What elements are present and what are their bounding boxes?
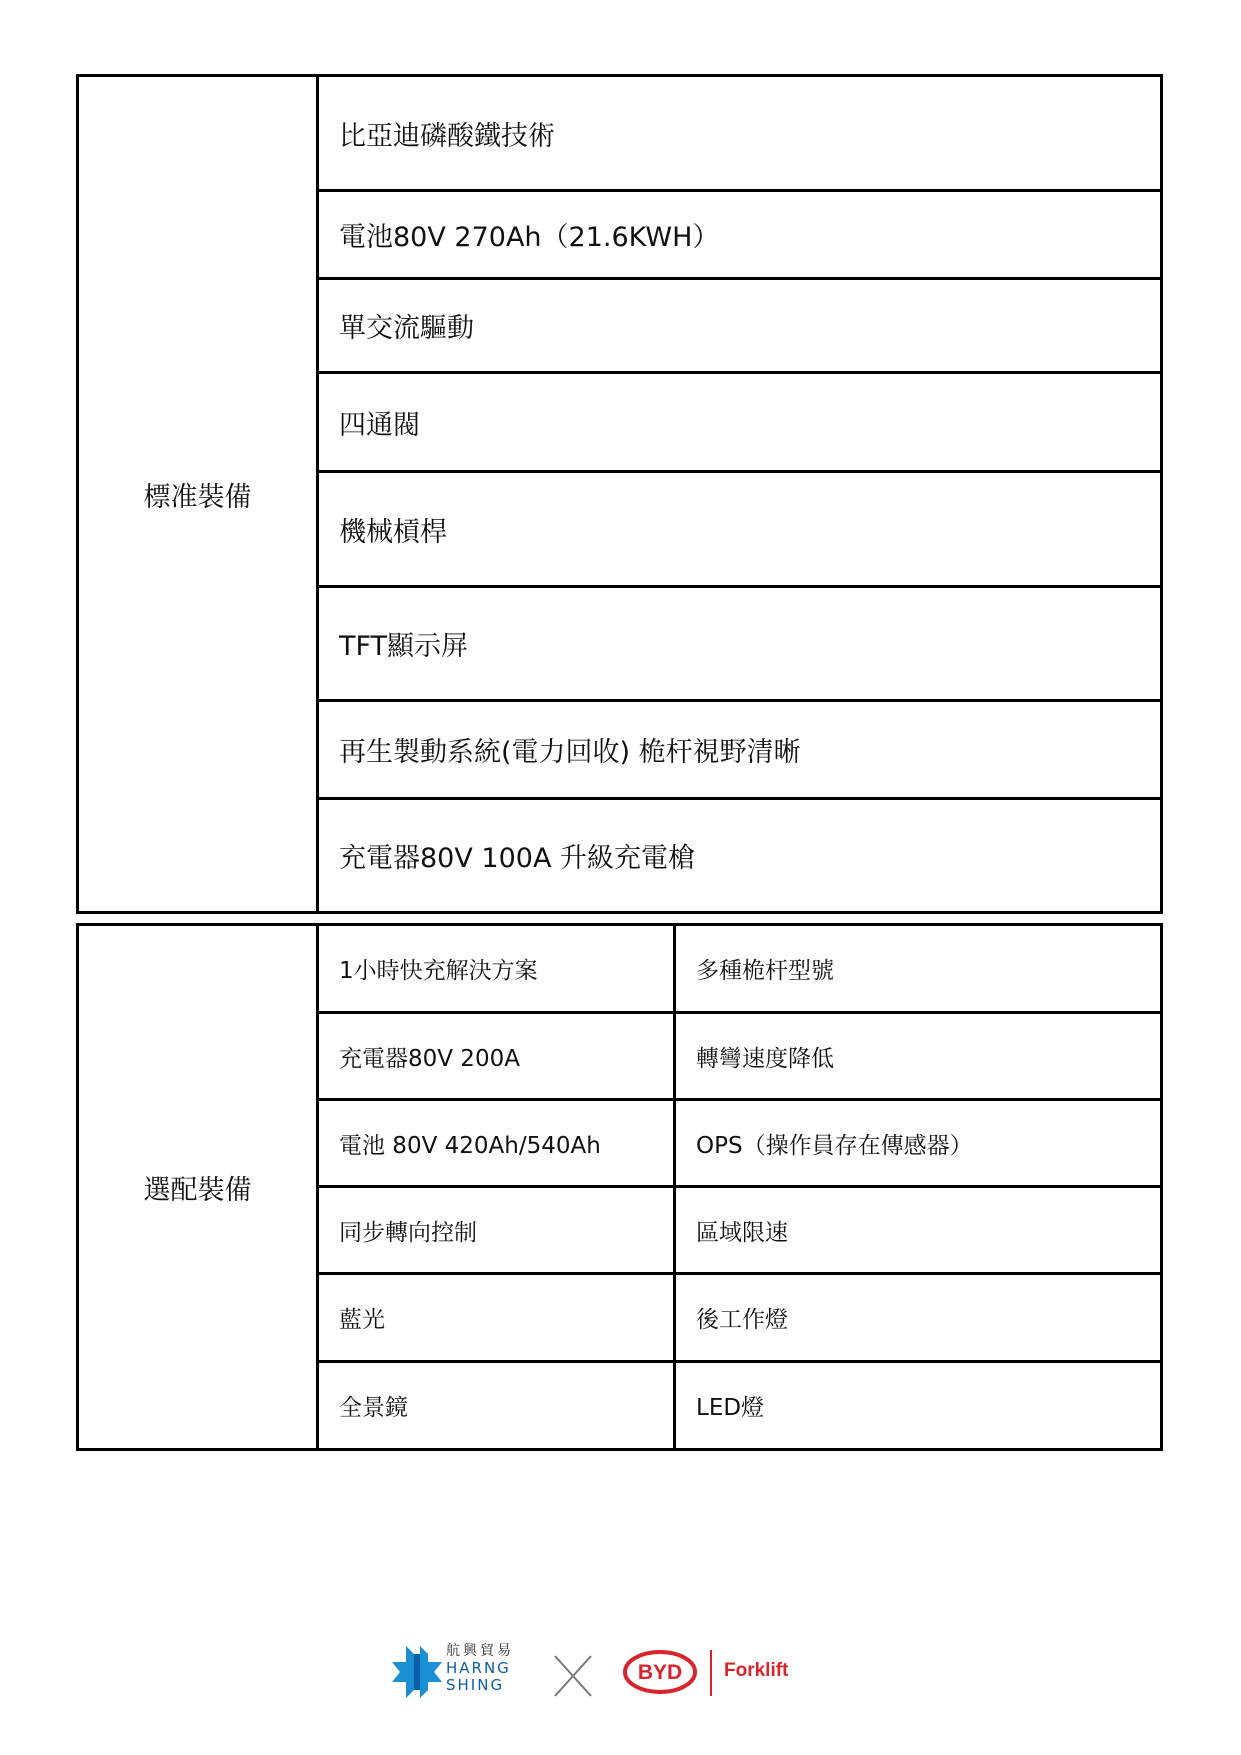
optional-equipment-table <box>76 923 1163 1451</box>
standard-item: 比亞迪磷酸鐵技術 <box>339 120 555 152</box>
byd-logo-icon <box>622 1648 698 1696</box>
optional-cell <box>676 1363 1160 1448</box>
optional-row <box>319 1101 1160 1188</box>
optional-item: 轉彎速度降低 <box>696 1045 834 1072</box>
standard-item: 單交流驅動 <box>339 313 474 344</box>
standard-item: 電池80V 270Ah（21.6KWH） <box>339 222 720 253</box>
harng-shing-logo-icon <box>392 1646 442 1698</box>
harng-shing-en-2: SHING <box>446 1676 505 1694</box>
optional-item: 電池 80V 420Ah/540Ah <box>339 1132 601 1159</box>
standard-row <box>319 473 1160 588</box>
standard-item: 充電器80V 100A 升級充電槍 <box>339 843 695 874</box>
optional-cell <box>676 1014 1160 1098</box>
optional-item: LED燈 <box>696 1395 765 1421</box>
harng-shing-en-1: HARNG <box>446 1659 511 1677</box>
optional-item: 藍光 <box>339 1307 385 1333</box>
standard-row <box>319 800 1160 911</box>
optional-cell <box>319 1275 676 1360</box>
optional-item: OPS（操作員存在傳感器） <box>696 1132 973 1159</box>
byd-text: BYD <box>637 1661 683 1684</box>
optional-cell <box>319 926 676 1011</box>
standard-row <box>319 588 1160 702</box>
optional-cell <box>319 1188 676 1272</box>
optional-item: 區域限速 <box>696 1219 788 1246</box>
optional-equipment-label: 選配裝備 <box>79 926 319 1448</box>
optional-row <box>319 1275 1160 1363</box>
optional-row <box>319 1363 1160 1448</box>
standard-equipment-label: 標准裝備 <box>79 77 319 911</box>
cross-icon <box>553 1654 593 1698</box>
logo-divider <box>710 1650 712 1696</box>
optional-item: 多種桅杆型號 <box>696 958 834 984</box>
standard-row <box>319 280 1160 374</box>
optional-item: 充電器80V 200A <box>339 1045 520 1072</box>
optional-cell <box>319 1014 676 1098</box>
optional-cell <box>676 1275 1160 1360</box>
harng-shing-wordmark <box>446 1643 514 1694</box>
standard-row <box>319 374 1160 473</box>
optional-item: 同步轉向控制 <box>339 1219 477 1246</box>
optional-item: 1小時快充解決方案 <box>339 958 538 984</box>
optional-item: 全景鏡 <box>339 1395 408 1421</box>
standard-row <box>319 192 1160 280</box>
standard-item: 機械槓桿 <box>339 516 447 548</box>
optional-cell <box>319 1101 676 1185</box>
standard-row <box>319 702 1160 800</box>
optional-cell <box>676 926 1160 1011</box>
standard-equipment-table <box>76 74 1163 914</box>
optional-row <box>319 1014 1160 1101</box>
standard-item: 再生製動系統(電力回收) 桅杆視野清晰 <box>339 737 801 768</box>
harng-shing-cn: 航興貿易 <box>446 1643 514 1659</box>
standard-item: 四通閥 <box>339 409 420 441</box>
forklift-text: Forklift <box>724 1660 789 1681</box>
footer-logos <box>390 1640 820 1710</box>
optional-item: 後工作燈 <box>696 1307 788 1333</box>
optional-row <box>319 926 1160 1014</box>
optional-cell <box>676 1101 1160 1185</box>
standard-item: TFT顯示屏 <box>339 631 469 662</box>
optional-cell <box>676 1188 1160 1272</box>
optional-row <box>319 1188 1160 1275</box>
optional-cell <box>319 1363 676 1448</box>
standard-row <box>319 77 1160 192</box>
